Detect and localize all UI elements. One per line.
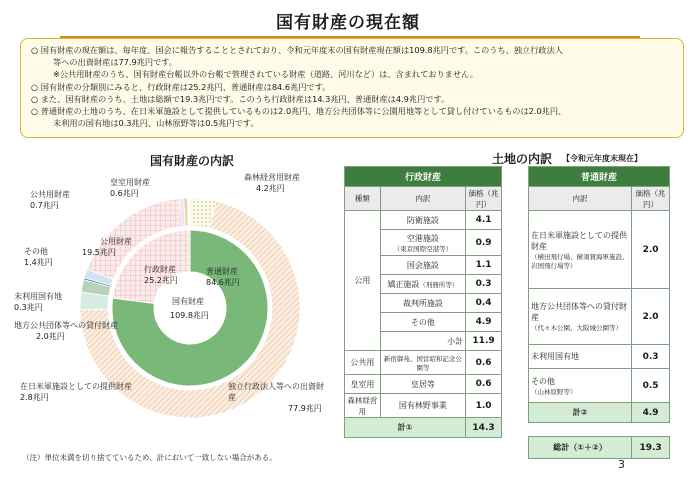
- page-number: 3: [618, 458, 625, 471]
- label-investment: [228, 381, 328, 414]
- row-item: [529, 289, 632, 345]
- label-value: 19.5兆円: [82, 248, 116, 257]
- total-value: 14.3: [466, 418, 502, 438]
- type-public: 公共用: [345, 351, 381, 375]
- label-value: 2.8兆円: [20, 393, 49, 402]
- subtotal-label: 小計: [380, 332, 465, 351]
- row-item-sub: （東京国際空港等）: [393, 244, 453, 253]
- grand-total-value: 19.3: [632, 437, 670, 459]
- row-item-name: その他: [531, 376, 555, 386]
- inner-label-admin: [144, 264, 178, 286]
- type-forest: 森林経営用: [345, 394, 381, 418]
- common-land-table: [528, 166, 670, 459]
- label-value: 0.6兆円: [110, 189, 139, 198]
- summary-line: 未利用の国有地は0.3兆円、山林原野等は0.5兆円です。: [53, 118, 259, 129]
- row-item: [380, 230, 465, 256]
- summary-line: ○ 普通財産の土地のうち、在日米軍施設として提供しているものは2.0兆円、地方公共団体等に公園用地等として貸し付けているものは2.0兆円、: [31, 106, 567, 117]
- col-item: 内訳: [380, 187, 465, 211]
- admin-land-table: [344, 166, 502, 438]
- inner-label-common: [206, 266, 240, 288]
- label-name: 独立行政法人等への出資財産: [228, 382, 324, 402]
- inner-label-name: 行政財産: [144, 265, 176, 274]
- summary-line: ○ また、国有財産のうち、土地は総額で19.3兆円です。このうち行政財産は14.3兆円、普通財産は4.9兆円です。: [31, 93, 450, 104]
- row-value: 1.1: [466, 256, 502, 275]
- title-area: [0, 8, 700, 34]
- row-item: [529, 211, 632, 289]
- row-value: 0.6: [466, 351, 502, 375]
- label-value: 1.4兆円: [24, 258, 53, 267]
- total-label: 計②: [529, 403, 632, 423]
- land-title: 土地の内訳: [492, 152, 553, 166]
- type-imperial: 皇室用: [345, 375, 381, 394]
- row-item-sub: （刑務所等）: [419, 280, 459, 289]
- label-name: 在日米軍施設としての提供財産: [20, 382, 132, 391]
- label-value: 2.0兆円: [36, 332, 65, 341]
- row-value: 0.6: [466, 375, 502, 394]
- label-value: 0.3兆円: [14, 303, 43, 312]
- row-item: 皇居等: [380, 375, 465, 394]
- row-item-sub: （山林原野等）: [531, 387, 577, 396]
- inner-label-value: 25.2兆円: [144, 276, 178, 285]
- row-value: 2.0: [632, 289, 670, 345]
- label-name: 地方公共団体等への貸付財産: [14, 321, 118, 330]
- summary-box: [20, 38, 684, 138]
- col-item: 内訳: [529, 187, 632, 211]
- row-value: 0.3: [632, 345, 670, 369]
- label-imperial: [110, 177, 150, 199]
- common-header: 普通財産: [529, 167, 670, 187]
- label-forest: [244, 172, 300, 194]
- row-item-name: 在日米軍施設としての提供財産: [531, 230, 627, 251]
- row-item: [529, 369, 632, 403]
- row-item: [380, 275, 465, 294]
- row-value: 4.1: [466, 211, 502, 230]
- row-item-name: 矯正施設: [387, 279, 420, 289]
- row-item-sub: （横田飛行場、横須賀海軍施設、岩国飛行場等）: [531, 252, 629, 270]
- row-item: 未利用国有地: [529, 345, 632, 369]
- grand-total-label: 総計（①＋②）: [529, 437, 632, 459]
- label-lending: [14, 320, 118, 342]
- row-value: 2.0: [632, 211, 670, 289]
- row-item: 防衛施設: [380, 211, 465, 230]
- land-as-of: 【令和元年度末現在】: [562, 154, 642, 163]
- row-item: 裁判所施設: [380, 294, 465, 313]
- type-kouyou: 公用: [345, 211, 381, 351]
- row-value: 0.4: [466, 294, 502, 313]
- center-label: 国有財産: [172, 297, 204, 306]
- label-unused: [14, 291, 62, 313]
- admin-header: 行政財産: [345, 167, 502, 187]
- col-value: 価格（兆円）: [632, 187, 670, 211]
- row-value: 1.0: [466, 394, 502, 418]
- label-value: 0.7兆円: [30, 201, 59, 210]
- summary-line: 等への出資財産は77.9兆円です。: [53, 57, 178, 68]
- col-type: 種類: [345, 187, 381, 211]
- label-name: 未利用国有地: [14, 292, 62, 301]
- footnote: （注）単位未満を切り捨てているため、計において一致しない場合がある。: [22, 453, 277, 462]
- col-value: 価格（兆円）: [466, 187, 502, 211]
- summary-line: ○ 国有財産の分類別にみると、行政財産は25.2兆円、普通財産は84.6兆円です。: [31, 81, 331, 92]
- label-other: [24, 246, 53, 268]
- total-label: 計①: [345, 418, 466, 438]
- inner-label-name: 普通財産: [206, 267, 238, 276]
- page-title: 国有財産の現在額: [276, 13, 420, 33]
- label-official-use: [82, 236, 132, 258]
- row-item-name: 空港施設: [406, 233, 439, 243]
- label-name: その他: [24, 247, 48, 256]
- label-name: 皇室用財産: [110, 178, 150, 187]
- row-item: 国会施設: [380, 256, 465, 275]
- total-value: 4.9: [632, 403, 670, 423]
- subtotal-value: 11.9: [466, 332, 502, 351]
- center-value: 109.8兆円: [170, 311, 209, 320]
- summary-line: ○ 国有財産の現在額は、毎年度、国会に報告することとされており、令和元年度末の国有財産現在額は109.8兆円です。このうち、独立行政法人: [31, 45, 563, 55]
- row-value: 0.5: [632, 369, 670, 403]
- label-name: 公共用財産: [30, 190, 70, 199]
- row-item: その他: [380, 313, 465, 332]
- label-name: 公用財産: [100, 237, 132, 246]
- row-item: 国有林野事業: [380, 394, 465, 418]
- summary-line: ※公共用財産のうち、国有財産台帳以外の台帳で管理されている財産（道路、河川など）は、含まれておりません。: [53, 69, 478, 80]
- row-value: 4.9: [466, 313, 502, 332]
- pie-title: 国有財産の内訳: [150, 154, 235, 168]
- label-name: 森林経営用財産: [244, 173, 300, 182]
- row-item: 新宿御苑、国営昭和記念公園等: [380, 351, 465, 375]
- inner-label-value: 84.6兆円: [206, 278, 240, 287]
- row-item-sub: （代々木公園、大阪城公園等）: [531, 324, 622, 332]
- row-item-name: 地方公共団体等への貸付財産: [531, 302, 627, 322]
- row-value: 0.3: [466, 275, 502, 294]
- label-value: 4.2兆円: [256, 184, 285, 193]
- row-value: 0.9: [466, 230, 502, 256]
- label-usfj: [20, 381, 132, 403]
- label-public-use: [30, 189, 70, 211]
- label-value: 77.9兆円: [288, 404, 322, 413]
